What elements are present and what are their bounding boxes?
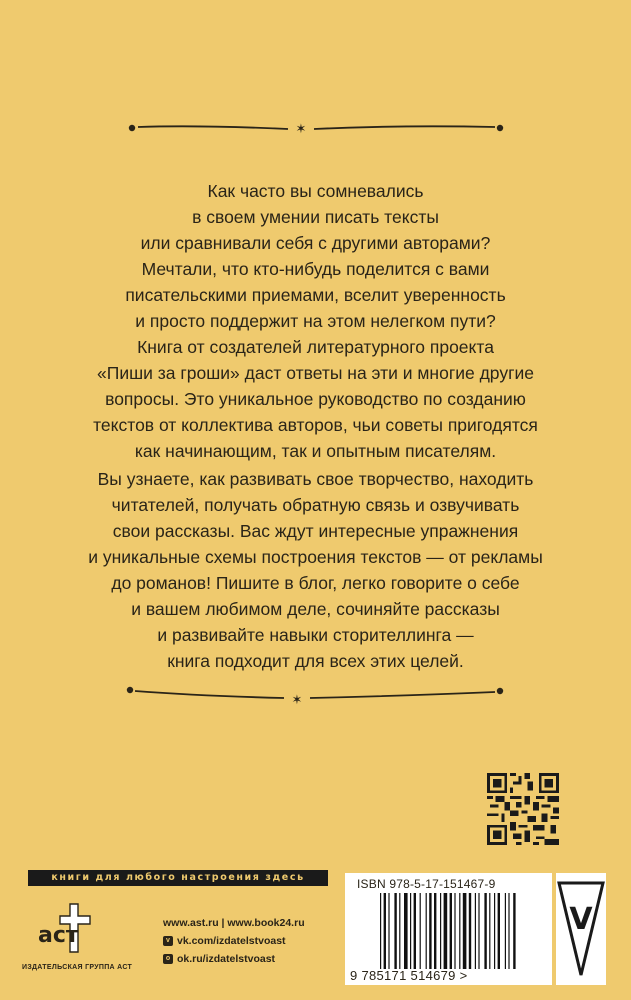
barcode-bar [459, 893, 460, 969]
blurb-line: до романов! Пишите в блог, легко говорите о себе [111, 573, 520, 593]
age-rating-badge [556, 873, 606, 985]
barcode-image [378, 893, 538, 969]
blurb-line: Мечтали, что кто-нибудь поделится с вами [141, 259, 490, 279]
blurb-paragraph-1 [60, 178, 571, 334]
barcode-bar [404, 893, 408, 969]
vk-icon: v [163, 936, 173, 946]
publisher-caption: ИЗДАТЕЛЬСКАЯ ГРУППА АСТ [22, 964, 133, 971]
barcode-bar [494, 893, 495, 969]
barcode-bar [429, 893, 431, 969]
barcode-bar [450, 893, 452, 969]
ok-row[interactable] [163, 950, 305, 968]
blurb-line: читателей, получать обратную связь и озвучивать [111, 495, 520, 515]
barcode-bar [420, 893, 421, 969]
barcode-bar [489, 893, 490, 969]
blurb-line: Книга от создателей литературного проекта [137, 337, 494, 357]
blurb-line: в своем умении писать тексты [192, 207, 439, 227]
barcode-bar [410, 893, 411, 969]
blurb-line: Как часто вы сомневались [207, 181, 424, 201]
barcode-bar [384, 893, 386, 969]
ok-link[interactable]: ok.ru/izdatelstvoast [177, 953, 276, 965]
websites-link[interactable]: www.ast.ru | www.book24.ru [163, 917, 305, 929]
qr-code[interactable] [487, 773, 559, 845]
barcode-bar [388, 893, 389, 969]
barcode-bar [394, 893, 396, 969]
barcode-bar [508, 893, 509, 969]
blurb-paragraph-3 [60, 466, 571, 674]
barcode-bar [414, 893, 416, 969]
age-badge-letter: V [569, 902, 593, 937]
barcode-bar [454, 893, 455, 969]
blurb-line: писательскими приемами, вселит уверенность [125, 285, 506, 305]
blurb-line: свои рассказы. Вас ждут интересные упражнения [112, 521, 519, 541]
logo-text: аст [38, 923, 79, 948]
blurb-line: и просто поддержит на этом нелегком пути? [135, 311, 496, 331]
blurb-line: и вашем любимом деле, сочиняйте рассказы [131, 599, 500, 619]
publisher-links [163, 914, 305, 968]
blurb-line: книга подходит для всех этих целей. [167, 651, 464, 671]
barcode-bar [444, 893, 448, 969]
barcode-bar [505, 893, 506, 969]
blurb-line: и развивайте навыки сторителлинга — [157, 625, 474, 645]
blurb-line: как начинающим, так и опытным писателям. [134, 441, 497, 461]
barcode-bar [399, 893, 400, 969]
blurb-line: Вы узнаете, как развивать свое творчество, находить [97, 469, 534, 489]
barcode-bar [475, 893, 476, 969]
svg-text:✶: ✶ [295, 122, 307, 137]
barcode-bar [380, 893, 381, 969]
svg-text:✶: ✶ [291, 693, 303, 708]
vk-link[interactable]: vk.com/izdatelstvoast [177, 935, 286, 947]
barcode-bar [513, 893, 515, 969]
barcode-bar [484, 893, 486, 969]
barcode-bar [469, 893, 471, 969]
blurb-line: вопросы. Это уникальное руководство по созданию [105, 389, 526, 409]
blurb-line: «Пиши за гроши» даст ответы на эти и многие другие [97, 363, 534, 383]
blurb-line: и уникальные схемы построения текстов — от рекламы [88, 547, 543, 567]
ok-icon: o [163, 954, 173, 964]
barcode-bar [434, 893, 436, 969]
websites-row[interactable] [163, 914, 305, 932]
barcode-bar [498, 893, 500, 969]
blurb-paragraph-2 [60, 334, 571, 464]
blurb-line: или сравнивали себя с другими авторами? [140, 233, 491, 253]
isbn-label: ISBN 978-5-17-151467-9 [357, 877, 496, 891]
barcode-bar [478, 893, 479, 969]
vk-row[interactable] [163, 932, 305, 950]
barcode-bar [440, 893, 441, 969]
bottom-ornament-divider [0, 684, 631, 714]
slogan-bar: книги для любого настроения здесь [28, 870, 328, 886]
top-ornament-divider [0, 113, 631, 143]
barcode-bar [426, 893, 427, 969]
barcode-digits: 9 785171 514679 > [350, 968, 468, 983]
blurb-line: текстов от коллектива авторов, чьи советы пригодятся [93, 415, 538, 435]
barcode-bar [463, 893, 467, 969]
ast-logo [34, 898, 98, 958]
